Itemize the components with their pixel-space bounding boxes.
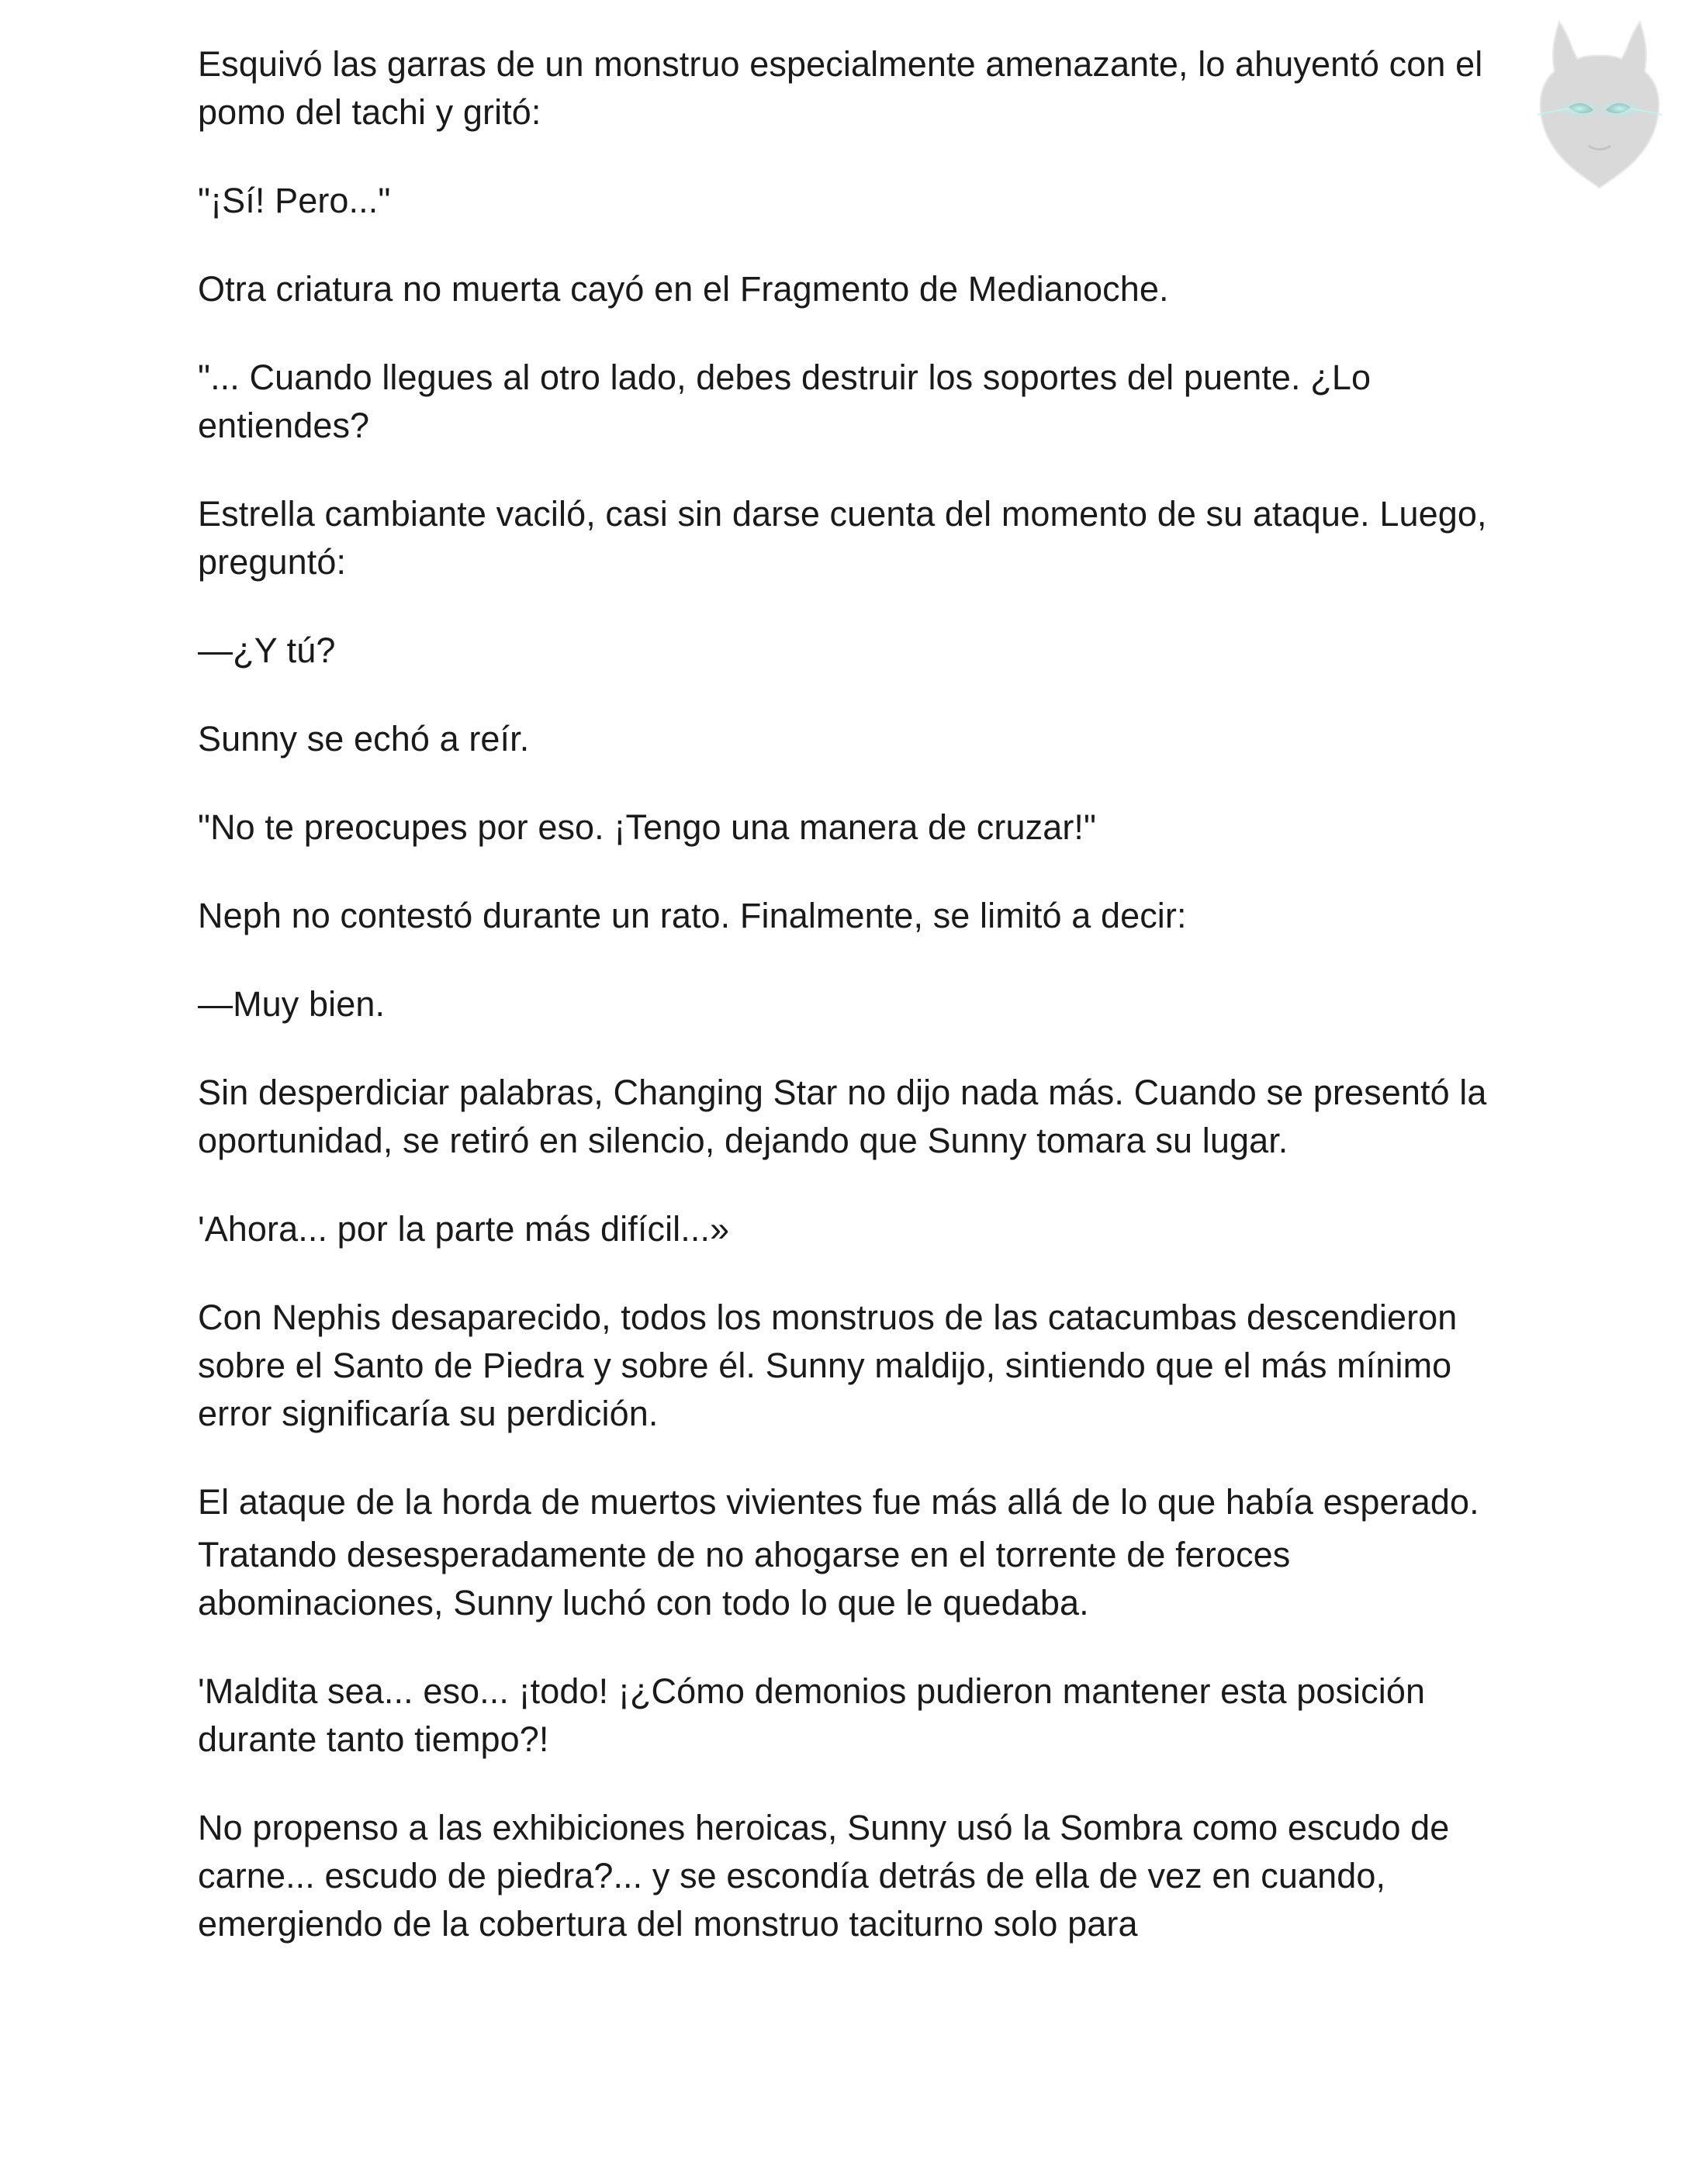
paragraph: Otra criatura no muerta cayó en el Fragmento de Medianoche. [198,269,1169,309]
paragraph: —Muy bien. [198,984,386,1024]
paragraph: Neph no contestó durante un rato. Finalmente, se limitó a decir: [198,896,1187,935]
demon-head-logo-icon [1522,14,1677,192]
paragraph: Sunny se echó a reír. [198,719,530,759]
paragraph: "No te preocupes por eso. ¡Tengo una manera de cruzar!" [198,807,1097,847]
paragraph: 'Maldita sea... eso... ¡todo! ¡¿Cómo demonios pudieron mantener esta posición durante tanto tiempo?! [198,1671,1426,1759]
paragraph: Tratando desesperadamente de no ahogarse en el torrente de feroces abominaciones, Sunny luchó con todo lo que le quedaba. [198,1535,1291,1622]
paragraph: Sin desperdiciar palabras, Changing Star no dijo nada más. Cuando se presentó la oportunidad, se retiró en silencio, dejando que Sunny tomara su lugar. [198,1073,1487,1160]
paragraph: "... Cuando llegues al otro lado, debes destruir los soportes del puente. ¿Lo entiendes? [198,358,1372,445]
paragraph: 'Ahora... por la parte más difícil...» [198,1209,730,1249]
paragraph: "¡Sí! Pero..." [198,181,391,220]
paragraph: No propenso a las exhibiciones heroicas, Sunny usó la Sombra como escudo de carne... escudo de piedra?... y se escondía detrás de ella de vez en cuando, emergiendo de la cobertura del monstruo taciturno solo para [198,1808,1450,1944]
paragraph: El ataque de la horda de muertos vivientes fue más allá de lo que había esperado. [198,1482,1479,1522]
chapter-text [198,40,1517,1989]
paragraph: Estrella cambiante vaciló, casi sin darse cuenta del momento de su ataque. Luego, preguntó: [198,494,1487,582]
paragraph: —¿Y tú? [198,631,336,670]
paragraph: Con Nephis desaparecido, todos los monstruos de las catacumbas descendieron sobre el Santo de Piedra y sobre él. Sunny maldijo, sintiendo que el más mínimo error significaría su perdición. [198,1298,1458,1433]
paragraph: Esquivó las garras de un monstruo especialmente amenazante, lo ahuyentó con el pomo del tachi y gritó: [198,44,1483,132]
